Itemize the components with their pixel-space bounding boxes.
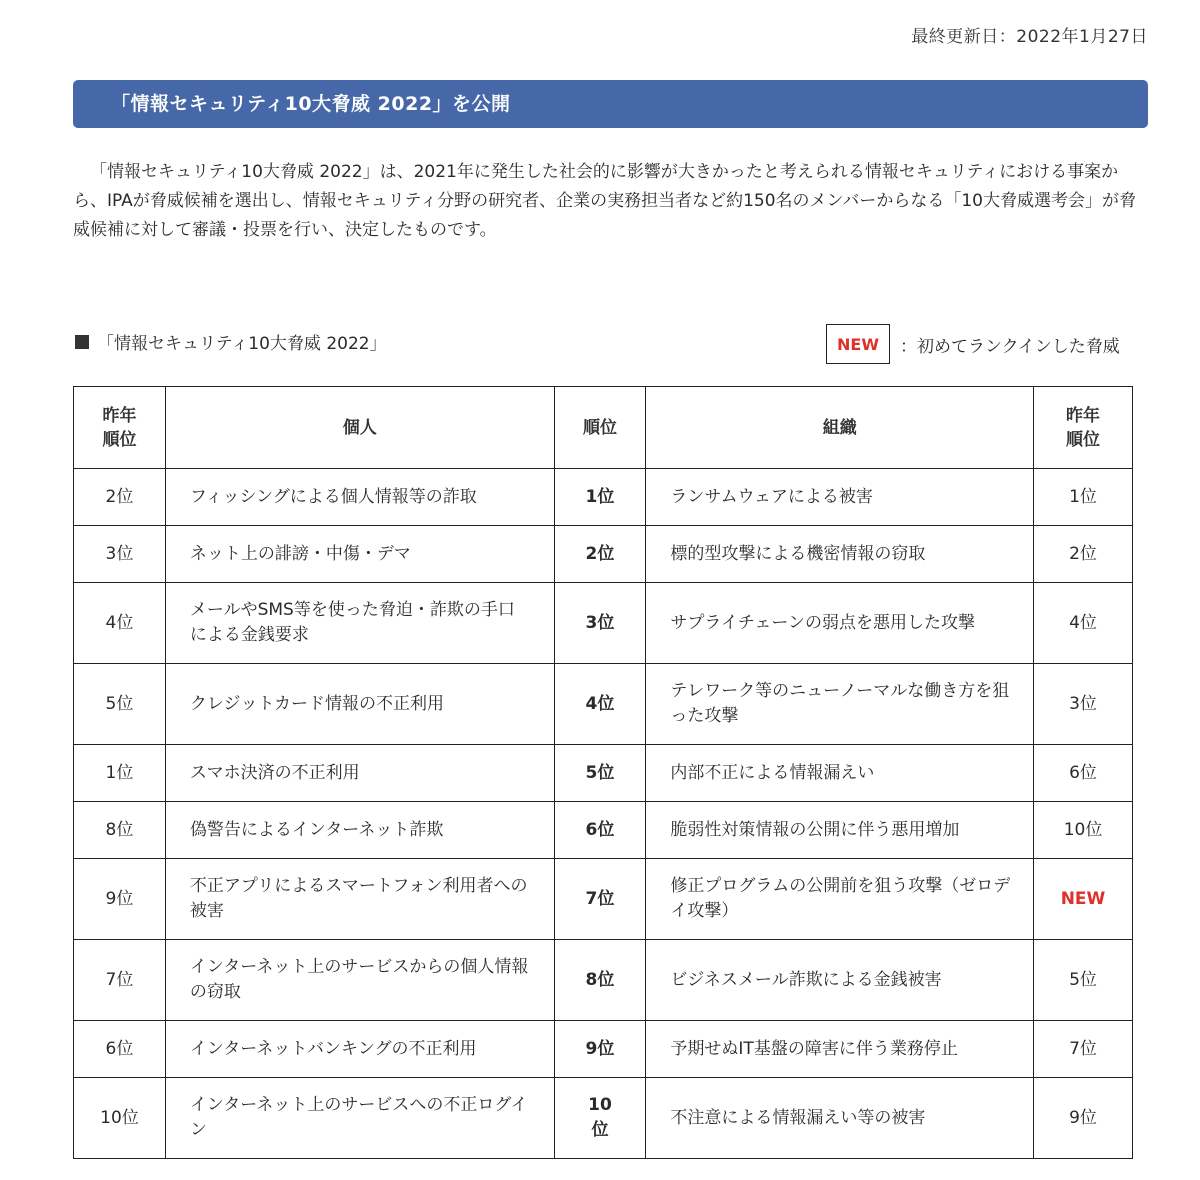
prev-rank-individual: 8位 — [74, 802, 166, 859]
table-row — [74, 526, 1133, 583]
organization-threat: 修正プログラムの公開前を狙う攻撃（ゼロデイ攻撃） — [646, 859, 1034, 940]
organization-threat: 内部不正による情報漏えい — [646, 745, 1034, 802]
individual-threat: クレジットカード情報の不正利用 — [165, 664, 554, 745]
square-bullet-icon — [75, 335, 89, 349]
individual-threat: インターネット上のサービスへの不正ログイン — [165, 1078, 554, 1159]
organization-threat: 標的型攻撃による機密情報の窃取 — [646, 526, 1034, 583]
header-rank: 順位 — [554, 387, 646, 469]
new-legend — [826, 324, 1120, 364]
organization-threat: 不注意による情報漏えい等の被害 — [646, 1078, 1034, 1159]
rank-cell: 8位 — [554, 940, 646, 1021]
individual-threat: インターネットバンキングの不正利用 — [165, 1021, 554, 1078]
prev-rank-organization: 7位 — [1034, 1021, 1133, 1078]
header-organization: 組織 — [646, 387, 1034, 469]
prev-rank-individual: 7位 — [74, 940, 166, 1021]
prev-rank-individual: 6位 — [74, 1021, 166, 1078]
prev-rank-organization: 9位 — [1034, 1078, 1133, 1159]
prev-rank-individual: 1位 — [74, 745, 166, 802]
table-row — [74, 583, 1133, 664]
threat-ranking-table — [73, 386, 1133, 1159]
prev-rank-organization: 3位 — [1034, 664, 1133, 745]
rank-cell: 1位 — [554, 469, 646, 526]
prev-rank-individual: 2位 — [74, 469, 166, 526]
prev-rank-individual: 4位 — [74, 583, 166, 664]
rank-cell: 10位 — [554, 1078, 646, 1159]
new-badge: NEW — [826, 324, 890, 364]
table-row — [74, 469, 1133, 526]
new-legend-text: ：初めてランクインした脅威 — [900, 336, 1120, 357]
prev-rank-organization: 5位 — [1034, 940, 1133, 1021]
rank-cell: 2位 — [554, 526, 646, 583]
individual-threat: 偽警告によるインターネット詐欺 — [165, 802, 554, 859]
prev-rank-organization: 1位 — [1034, 469, 1133, 526]
section-title-text: 「情報セキュリティ10大脅威 2022」 — [97, 334, 387, 354]
prev-rank-individual: 10位 — [74, 1078, 166, 1159]
intro-paragraph: 「情報セキュリティ10大脅威 2022」は、2021年に発生した社会的に影響が大きかったと考えられる情報セキュリティにおける事案から、IPAが脅威候補を選出し、情報セキュリティ分野の研究者、企業の実務担当者など約150名のメンバーからなる「10大脅威選考会」が脅威候補に対して審議・投票を行い、決定したものです。 — [73, 162, 1136, 240]
organization-threat: ビジネスメール詐欺による金銭被害 — [646, 940, 1034, 1021]
rank-cell: 9位 — [554, 1021, 646, 1078]
rank-cell: 6位 — [554, 802, 646, 859]
prev-rank-individual: 9位 — [74, 859, 166, 940]
organization-threat: 予期せぬIT基盤の障害に伴う業務停止 — [646, 1021, 1034, 1078]
individual-threat: メールやSMS等を使った脅迫・詐欺の手口による金銭要求 — [165, 583, 554, 664]
individual-threat: インターネット上のサービスからの個人情報の窃取 — [165, 940, 554, 1021]
individual-threat: ネット上の誹謗・中傷・デマ — [165, 526, 554, 583]
page-headline: 「情報セキュリティ10大脅威 2022」を公開 — [73, 80, 1148, 128]
prev-rank-organization: 2位 — [1034, 526, 1133, 583]
table-row — [74, 664, 1133, 745]
organization-threat: テレワーク等のニューノーマルな働き方を狙った攻撃 — [646, 664, 1034, 745]
individual-threat: 不正アプリによるスマートフォン利用者への被害 — [165, 859, 554, 940]
table-row — [74, 1078, 1133, 1159]
organization-threat: 脆弱性対策情報の公開に伴う悪用増加 — [646, 802, 1034, 859]
table-row — [74, 802, 1133, 859]
rank-cell: 5位 — [554, 745, 646, 802]
last-updated-date: 最終更新日：2022年1月27日 — [911, 27, 1148, 47]
header-individual: 個人 — [165, 387, 554, 469]
table-row — [74, 745, 1133, 802]
prev-rank-individual: 3位 — [74, 526, 166, 583]
rank-cell: 7位 — [554, 859, 646, 940]
individual-threat: スマホ決済の不正利用 — [165, 745, 554, 802]
header-prev-rank-organization: 昨年順位 — [1034, 387, 1133, 469]
table-header-row — [74, 387, 1133, 469]
table-row — [74, 859, 1133, 940]
prev-rank-organization-new: NEW — [1034, 859, 1133, 940]
organization-threat: サプライチェーンの弱点を悪用した攻撃 — [646, 583, 1034, 664]
rank-cell: 3位 — [554, 583, 646, 664]
rank-cell: 4位 — [554, 664, 646, 745]
prev-rank-individual: 5位 — [74, 664, 166, 745]
prev-rank-organization: 10位 — [1034, 802, 1133, 859]
individual-threat: フィッシングによる個人情報等の詐取 — [165, 469, 554, 526]
section-title — [75, 329, 387, 354]
prev-rank-organization: 6位 — [1034, 745, 1133, 802]
header-prev-rank-individual: 昨年順位 — [74, 387, 166, 469]
table-row — [74, 940, 1133, 1021]
table-row — [74, 1021, 1133, 1078]
organization-threat: ランサムウェアによる被害 — [646, 469, 1034, 526]
prev-rank-organization: 4位 — [1034, 583, 1133, 664]
